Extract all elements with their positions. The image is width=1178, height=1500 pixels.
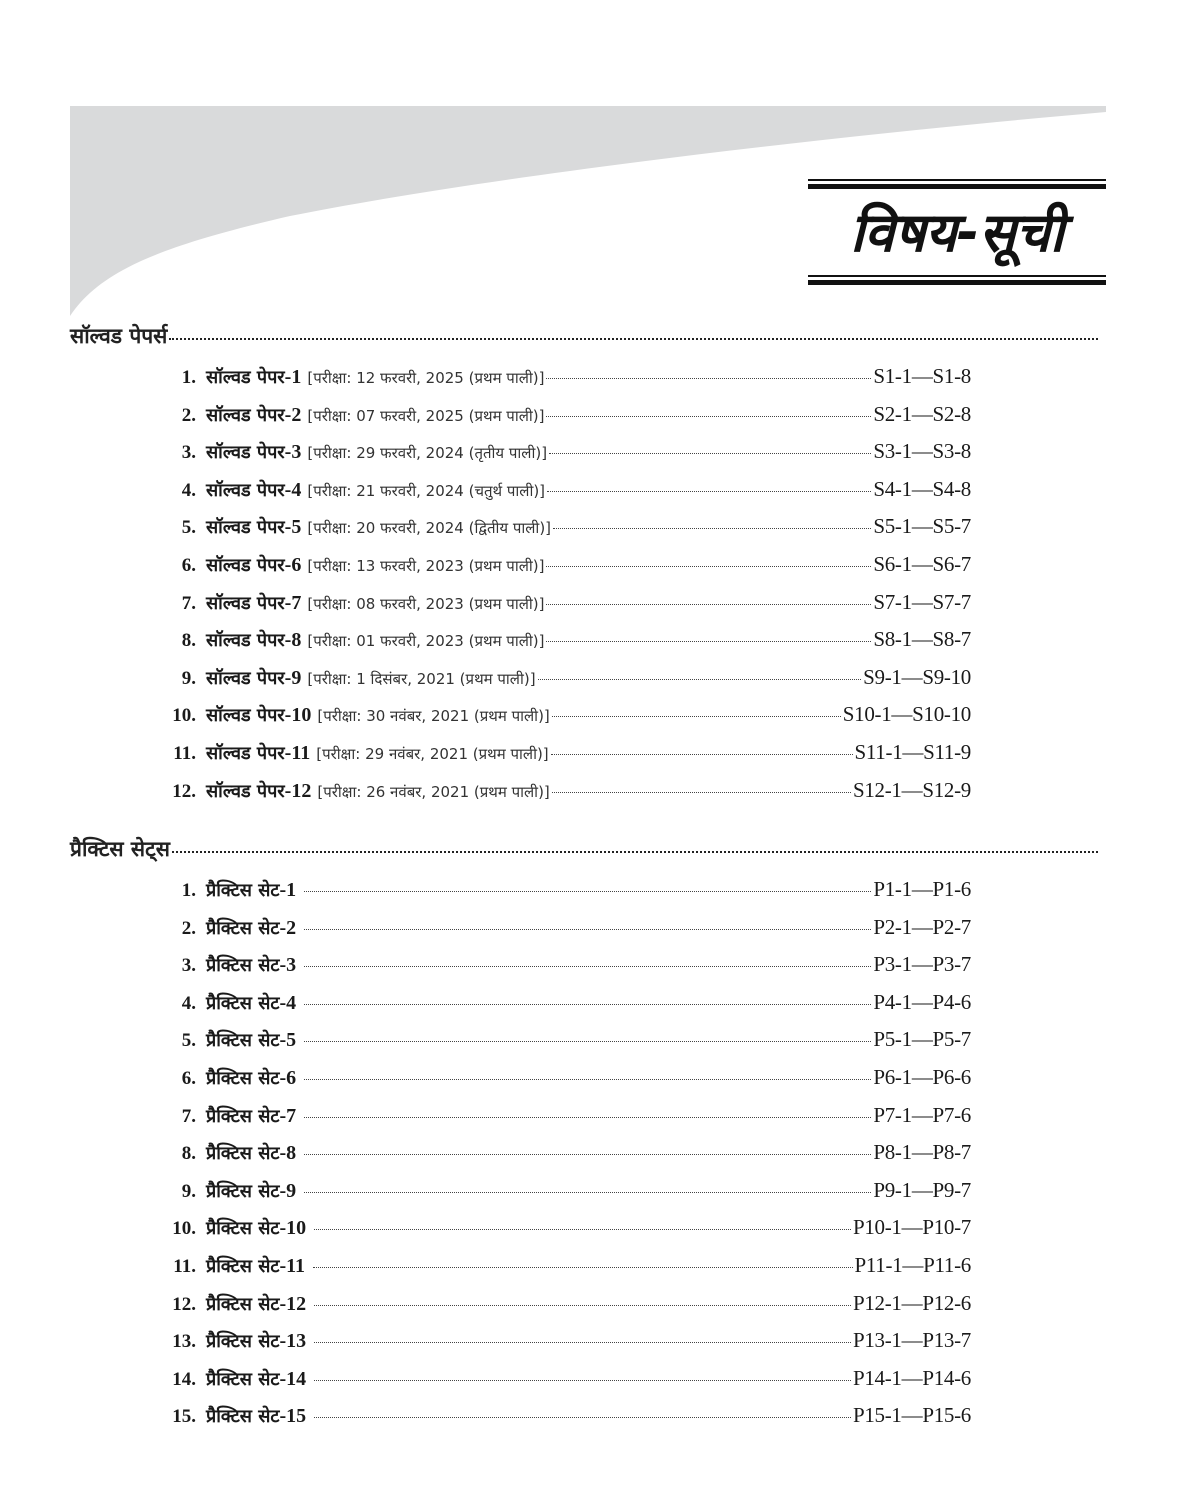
entry-page-range: P12-1—P12-6 bbox=[852, 1290, 971, 1315]
dot-leader bbox=[304, 1004, 871, 1005]
entry-exam-date: [परीक्षा: 30 नवंबर, 2021 (प्रथम पाली)] bbox=[317, 707, 550, 726]
dot-leader bbox=[552, 716, 841, 717]
entry-number: 12. bbox=[172, 1293, 196, 1315]
dot-leader bbox=[314, 1342, 851, 1343]
entry-number: 5. bbox=[181, 517, 196, 539]
entry-title: प्रैक्टिस सेट-3 bbox=[206, 954, 297, 977]
entry-page-range: S2-1—S2-8 bbox=[873, 401, 971, 426]
entry-number: 1. bbox=[181, 880, 196, 901]
dot-leader bbox=[304, 1192, 871, 1193]
entry-number: 2. bbox=[181, 917, 196, 939]
toc-entry[interactable] bbox=[160, 1103, 971, 1141]
dot-leader bbox=[546, 641, 871, 642]
entry-exam-date: [परीक्षा: 21 फरवरी, 2024 (चतुर्थ पाली)] bbox=[307, 481, 546, 500]
entry-number: 4. bbox=[181, 479, 196, 501]
toc-entry[interactable] bbox=[160, 1403, 971, 1441]
toc-entry[interactable] bbox=[160, 439, 971, 477]
dot-leader bbox=[546, 566, 871, 567]
entry-title: प्रैक्टिस सेट-9 bbox=[206, 1179, 297, 1202]
entry-page-range: P15-1—P15-6 bbox=[852, 1403, 971, 1428]
toc-entry[interactable] bbox=[160, 702, 971, 740]
entry-page-range: P1-1—P1-6 bbox=[873, 877, 971, 901]
toc-entry[interactable] bbox=[160, 477, 971, 515]
entry-number: 8. bbox=[181, 1143, 196, 1165]
entry-number: 9. bbox=[181, 1180, 196, 1202]
dot-leader bbox=[546, 416, 871, 417]
entry-title: प्रैक्टिस सेट-2 bbox=[206, 916, 297, 939]
toc-entry[interactable] bbox=[160, 952, 971, 990]
dot-leader bbox=[553, 528, 871, 529]
entry-title: प्रैक्टिस सेट-14 bbox=[206, 1367, 307, 1390]
entry-page-range: S12-1—S12-9 bbox=[852, 777, 971, 802]
toc-entry[interactable] bbox=[160, 402, 971, 440]
entry-number: 10. bbox=[172, 705, 196, 727]
entry-page-range: P11-1—P11-6 bbox=[854, 1252, 971, 1277]
toc-entry[interactable] bbox=[160, 1328, 971, 1366]
toc-entry[interactable] bbox=[160, 778, 971, 816]
entry-title: सॉल्वड पेपर-5 bbox=[206, 516, 302, 539]
entry-page-range: S9-1—S9-10 bbox=[863, 664, 971, 689]
entry-exam-date: [परीक्षा: 29 फरवरी, 2024 (तृतीय पाली)] bbox=[307, 444, 548, 463]
entry-exam-date: [परीक्षा: 29 नवंबर, 2021 (प्रथम पाली)] bbox=[316, 744, 549, 763]
entry-exam-date: [परीक्षा: 07 फरवरी, 2025 (प्रथम पाली)] bbox=[307, 406, 545, 425]
entry-page-range: S5-1—S5-7 bbox=[873, 514, 971, 539]
toc-entry[interactable] bbox=[160, 1178, 971, 1216]
entry-page-range: P7-1—P7-6 bbox=[873, 1102, 971, 1127]
entry-page-range: P10-1—P10-7 bbox=[852, 1215, 971, 1240]
entry-title: प्रैक्टिस सेट-5 bbox=[206, 1029, 297, 1052]
dot-leader bbox=[546, 378, 871, 379]
entry-number: 4. bbox=[181, 992, 196, 1014]
dot-leader bbox=[538, 679, 862, 680]
entry-exam-date: [परीक्षा: 01 फरवरी, 2023 (प्रथम पाली)] bbox=[307, 632, 545, 651]
dot-leader bbox=[169, 338, 1098, 340]
entry-title: प्रैक्टिस सेट-7 bbox=[206, 1104, 297, 1127]
solved-papers-list bbox=[160, 364, 971, 815]
entry-page-range: P13-1—P13-7 bbox=[852, 1328, 971, 1353]
dot-leader bbox=[304, 1117, 871, 1118]
entry-title: प्रैक्टिस सेट-4 bbox=[206, 991, 297, 1014]
dot-leader bbox=[547, 491, 871, 492]
entry-page-range: S1-1—S1-8 bbox=[873, 364, 971, 388]
entry-page-range: S10-1—S10-10 bbox=[842, 702, 971, 727]
entry-number: 11. bbox=[173, 1255, 196, 1277]
toc-entry[interactable] bbox=[160, 990, 971, 1028]
dot-leader bbox=[546, 604, 871, 605]
entry-exam-date: [परीक्षा: 1 दिसंबर, 2021 (प्रथम पाली)] bbox=[307, 669, 536, 688]
dot-leader bbox=[304, 966, 871, 967]
entry-page-range: S11-1—S11-9 bbox=[854, 739, 971, 764]
entry-number: 14. bbox=[172, 1368, 196, 1390]
entry-title: प्रैक्टिस सेट-11 bbox=[206, 1254, 306, 1277]
entry-page-range: S8-1—S8-7 bbox=[873, 627, 971, 652]
title-top-rule bbox=[808, 179, 1106, 189]
entry-number: 2. bbox=[181, 404, 196, 426]
dot-leader bbox=[549, 453, 871, 454]
entry-exam-date: [परीक्षा: 08 फरवरी, 2023 (प्रथम पाली)] bbox=[307, 594, 545, 613]
entry-title: सॉल्वड पेपर-3 bbox=[206, 441, 302, 464]
entry-page-range: P3-1—P3-7 bbox=[873, 952, 971, 977]
toc-entry[interactable] bbox=[160, 1215, 971, 1253]
entry-number: 11. bbox=[173, 742, 196, 764]
page-title-box bbox=[808, 179, 1106, 285]
entry-number: 13. bbox=[172, 1331, 196, 1353]
toc-entry[interactable] bbox=[160, 364, 971, 402]
toc-entry[interactable] bbox=[160, 1065, 971, 1103]
dot-leader bbox=[314, 1417, 851, 1418]
toc-entry[interactable] bbox=[160, 877, 971, 915]
entry-title: सॉल्वड पेपर-7 bbox=[206, 591, 302, 614]
entry-page-range: P9-1—P9-7 bbox=[873, 1177, 971, 1202]
dot-leader bbox=[304, 1154, 871, 1155]
practice-sets-list bbox=[160, 877, 971, 1441]
dot-leader bbox=[304, 1041, 871, 1042]
entry-title: सॉल्वड पेपर-6 bbox=[206, 553, 302, 576]
section-heading-label: प्रैक्टिस सेट्स bbox=[70, 837, 170, 861]
entry-number: 10. bbox=[172, 1218, 196, 1240]
entry-title: सॉल्वड पेपर-12 bbox=[206, 779, 312, 802]
entry-title: प्रैक्टिस सेट-1 bbox=[206, 879, 297, 901]
entry-page-range: P14-1—P14-6 bbox=[852, 1365, 971, 1390]
entry-title: प्रैक्टिस सेट-6 bbox=[206, 1066, 297, 1089]
entry-title: सॉल्वड पेपर-4 bbox=[206, 478, 302, 501]
entry-title: सॉल्वड पेपर-8 bbox=[206, 629, 302, 652]
entry-exam-date: [परीक्षा: 20 फरवरी, 2024 (द्वितीय पाली)] bbox=[307, 519, 552, 538]
entry-title: सॉल्वड पेपर-11 bbox=[206, 741, 311, 764]
dot-leader bbox=[314, 1305, 851, 1306]
entry-exam-date: [परीक्षा: 13 फरवरी, 2023 (प्रथम पाली)] bbox=[307, 556, 545, 575]
section-heading-practice-sets bbox=[70, 835, 1098, 863]
entry-number: 15. bbox=[172, 1406, 196, 1428]
toc-entry[interactable] bbox=[160, 1366, 971, 1404]
entry-number: 12. bbox=[172, 780, 196, 802]
entry-title: प्रैक्टिस सेट-10 bbox=[206, 1217, 307, 1240]
toc-entry[interactable] bbox=[160, 1140, 971, 1178]
entry-title: प्रैक्टिस सेट-12 bbox=[206, 1292, 307, 1315]
dot-leader bbox=[304, 929, 871, 930]
entry-number: 8. bbox=[181, 630, 196, 652]
entry-number: 5. bbox=[181, 1030, 196, 1052]
entry-title: सॉल्वड पेपर-2 bbox=[206, 403, 302, 426]
entry-number: 3. bbox=[181, 955, 196, 977]
dot-leader bbox=[172, 851, 1098, 853]
entry-page-range: P2-1—P2-7 bbox=[873, 914, 971, 939]
toc-entry[interactable] bbox=[160, 1291, 971, 1329]
entry-number: 7. bbox=[181, 592, 196, 614]
toc-entry[interactable] bbox=[160, 915, 971, 953]
page-title: विषय-सूची bbox=[850, 201, 1064, 264]
entry-number: 3. bbox=[181, 442, 196, 464]
toc-entry[interactable] bbox=[160, 627, 971, 665]
dot-leader bbox=[304, 1079, 871, 1080]
entry-page-range: P6-1—P6-6 bbox=[873, 1064, 971, 1089]
entry-page-range: P5-1—P5-7 bbox=[873, 1027, 971, 1052]
dot-leader bbox=[314, 1380, 851, 1381]
section-heading-solved-papers bbox=[70, 322, 1098, 350]
title-bottom-rule bbox=[808, 275, 1106, 285]
entry-page-range: S3-1—S3-8 bbox=[873, 439, 971, 464]
entry-page-range: S6-1—S6-7 bbox=[873, 551, 971, 576]
dot-leader bbox=[552, 792, 851, 793]
toc-entry[interactable] bbox=[160, 1027, 971, 1065]
section-heading-label: सॉल्वड पेपर्स bbox=[70, 324, 168, 348]
entry-page-range: P4-1—P4-6 bbox=[873, 989, 971, 1014]
toc-entry[interactable] bbox=[160, 590, 971, 628]
dot-leader bbox=[304, 891, 871, 892]
entry-title: सॉल्वड पेपर-9 bbox=[206, 666, 302, 689]
dot-leader bbox=[313, 1267, 852, 1268]
entry-title: प्रैक्टिस सेट-15 bbox=[206, 1405, 307, 1428]
entry-page-range: S7-1—S7-7 bbox=[873, 589, 971, 614]
entry-title: सॉल्वड पेपर-1 bbox=[206, 366, 302, 388]
entry-page-range: P8-1—P8-7 bbox=[873, 1140, 971, 1165]
toc-entry[interactable] bbox=[160, 514, 971, 552]
entry-number: 6. bbox=[181, 1067, 196, 1089]
entry-number: 9. bbox=[181, 667, 196, 689]
toc-entry[interactable] bbox=[160, 1253, 971, 1291]
toc-entry[interactable] bbox=[160, 552, 971, 590]
toc-entry[interactable] bbox=[160, 740, 971, 778]
entry-number: 6. bbox=[181, 554, 196, 576]
entry-number: 1. bbox=[181, 367, 196, 388]
entry-title: प्रैक्टिस सेट-13 bbox=[206, 1330, 307, 1353]
entry-title: प्रैक्टिस सेट-8 bbox=[206, 1142, 297, 1165]
entry-exam-date: [परीक्षा: 12 फरवरी, 2025 (प्रथम पाली)] bbox=[307, 369, 545, 387]
entry-title: सॉल्वड पेपर-10 bbox=[206, 704, 312, 727]
entry-number: 7. bbox=[181, 1105, 196, 1127]
entry-page-range: S4-1—S4-8 bbox=[873, 476, 971, 501]
dot-leader bbox=[314, 1229, 851, 1230]
entry-exam-date: [परीक्षा: 26 नवंबर, 2021 (प्रथम पाली)] bbox=[317, 782, 550, 801]
toc-entry[interactable] bbox=[160, 665, 971, 703]
dot-leader bbox=[551, 754, 853, 755]
